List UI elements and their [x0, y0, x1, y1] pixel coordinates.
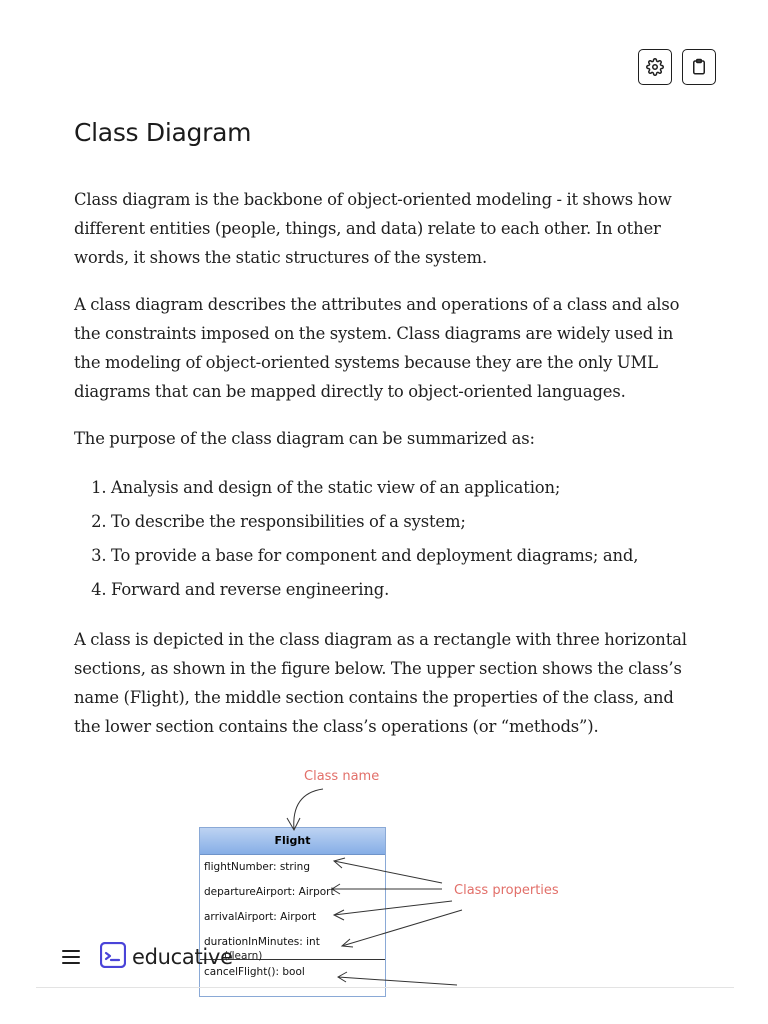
settings-button[interactable]: [638, 49, 672, 85]
paragraph-purpose: The purpose of the class diagram can be summarized as:: [74, 429, 535, 448]
clipboard-icon: [690, 58, 708, 76]
list-item: 1. Analysis and design of the static view of an application;: [111, 471, 699, 505]
property-arrow: [334, 901, 452, 915]
bottom-bar: [0, 932, 768, 988]
purpose-list: [74, 471, 699, 607]
gear-icon: [646, 58, 664, 76]
class-properties-annotation: Class properties: [454, 883, 559, 898]
brand-route: (/learn): [224, 950, 263, 962]
class-property: flightNumber: string: [204, 861, 310, 873]
class-property: durationInMinutes: int: [204, 936, 320, 948]
bottom-divider: [36, 987, 734, 988]
hamburger-menu-icon[interactable]: [62, 950, 80, 964]
clipboard-button[interactable]: [682, 49, 716, 85]
class-name-annotation: Class name: [304, 769, 380, 784]
paragraph-description: A class diagram describes the attributes and operations of a class and also the constraints imposed on the system. Class diagrams are widely used in the modeling of object-oriented systems because they are the only UML diagrams that can be mapped directly to object-oriented languages.: [74, 295, 680, 401]
article: [74, 118, 699, 759]
educative-logo-icon: [100, 942, 126, 972]
list-item: 2. To describe the responsibilities of a system;: [111, 505, 699, 539]
class-name-header: Flight: [200, 828, 385, 855]
paragraph-class-depiction: A class is depicted in the class diagram as a rectangle with three horizontal sections, as shown in the figure below. The upper section shows the class’s name (Flight), the middle section contains the properties of the class, and the lower section contains the class’s operations (or “methods”).: [74, 630, 687, 736]
brand-name: educative: [132, 945, 233, 969]
class-property: arrivalAirport: Airport: [204, 911, 317, 923]
page-title: Class Diagram: [74, 118, 252, 147]
brand-link[interactable]: [100, 942, 233, 972]
class-property: departureAirport: Airport: [204, 886, 335, 898]
class-name-arrow: [294, 789, 323, 830]
class-method: cancelFlight(): bool: [204, 966, 305, 978]
list-item: 4. Forward and reverse engineering.: [111, 573, 699, 607]
list-item: 3. To provide a base for component and deployment diagrams; and,: [111, 539, 699, 573]
top-actions: [638, 49, 716, 85]
paragraph-intro: Class diagram is the backbone of object-oriented modeling - it shows how different entities (people, things, and data) relate to each other. In other words, it shows the static structures of the system.: [74, 190, 672, 267]
property-arrow: [334, 861, 442, 883]
